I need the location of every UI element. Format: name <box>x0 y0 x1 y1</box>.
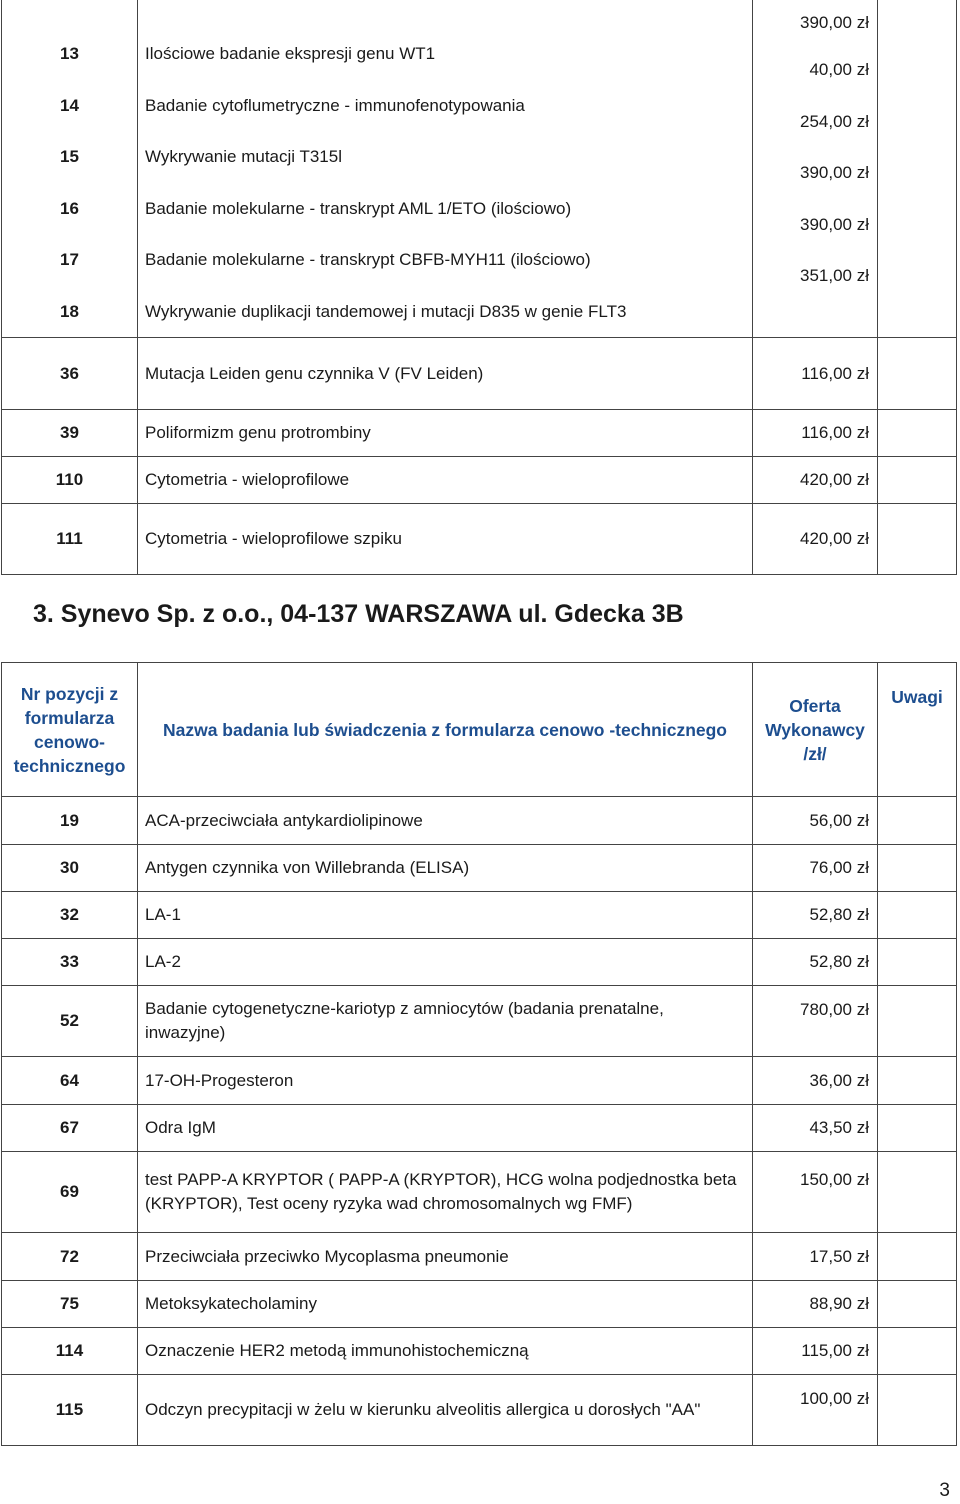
test-name: LA-1 <box>138 892 753 939</box>
price-value: 150,00 zł <box>753 1152 878 1233</box>
test-name: Cytometria - wieloprofilowe <box>138 457 753 504</box>
price-value: 52,80 zł <box>753 939 878 986</box>
price-cell-group <box>753 0 878 338</box>
position-number: 111 <box>2 504 138 575</box>
price-value: 420,00 zł <box>753 504 878 575</box>
header-offer: Oferta Wykonawcy /zł/ <box>753 663 878 797</box>
notes-cell <box>878 845 957 892</box>
table-row <box>2 986 957 1057</box>
page-number: 3 <box>939 1480 950 1501</box>
notes-cell <box>878 939 957 986</box>
position-number: 16 <box>60 198 79 218</box>
notes-cell <box>878 1105 957 1152</box>
table-row <box>2 1152 957 1233</box>
position-number: 14 <box>60 95 79 115</box>
notes-cell <box>878 892 957 939</box>
notes-cell <box>878 1281 957 1328</box>
table-row <box>2 1328 957 1375</box>
price-value: 100,00 zł <box>753 1375 878 1446</box>
position-number: 30 <box>2 845 138 892</box>
header-notes: Uwagi <box>878 663 957 797</box>
position-cell-group <box>2 0 138 338</box>
table-row <box>2 845 957 892</box>
table-row <box>2 892 957 939</box>
price-value: 56,00 zł <box>753 797 878 845</box>
test-name: Cytometria - wieloprofilowe szpiku <box>138 504 753 575</box>
table-row <box>2 797 957 845</box>
test-name: Wykrywanie mutacji T315l <box>145 147 342 166</box>
table-row <box>2 939 957 986</box>
test-name: LA-2 <box>138 939 753 986</box>
price-value: 76,00 zł <box>753 845 878 892</box>
test-name: Oznaczenie HER2 metodą immunohistochemiczną <box>138 1328 753 1375</box>
test-name: Odra IgM <box>138 1105 753 1152</box>
table-row <box>2 504 957 575</box>
test-name: Mutacja Leiden genu czynnika V (FV Leiden) <box>138 338 753 410</box>
table-row <box>2 1105 957 1152</box>
price-value: 780,00 zł <box>753 986 878 1057</box>
table-row <box>2 457 957 504</box>
position-number: 33 <box>2 939 138 986</box>
notes-cell <box>878 1233 957 1281</box>
notes-cell <box>878 457 957 504</box>
position-number: 52 <box>2 986 138 1057</box>
table-row <box>2 1233 957 1281</box>
notes-cell <box>878 1057 957 1105</box>
test-name: Badanie molekularne - transkrypt AML 1/ETO (ilościowo) <box>145 198 572 218</box>
position-number: 114 <box>2 1328 138 1375</box>
position-number: 39 <box>2 410 138 457</box>
position-number: 115 <box>2 1375 138 1446</box>
position-number: 18 <box>60 301 79 321</box>
test-name: Wykrywanie duplikacji tandemowej i mutacji D835 w genie FLT3 <box>145 301 627 321</box>
test-name: Badanie cytoflumetryczne - immunofenotypowania <box>145 95 525 115</box>
position-number: 32 <box>2 892 138 939</box>
position-number: 13 <box>60 44 79 63</box>
notes-cell <box>878 338 957 410</box>
section-heading: 3. Synevo Sp. z o.o., 04-137 WARSZAWA ul. Gdecka 3B <box>33 600 684 628</box>
notes-cell <box>878 1152 957 1233</box>
notes-cell <box>878 0 957 338</box>
price-value: 254,00 zł <box>800 111 869 131</box>
price-table-2 <box>1 662 957 1446</box>
test-name: Ilościowe badanie ekspresji genu WT1 <box>145 44 436 63</box>
price-value: 390,00 zł <box>800 13 869 32</box>
test-name: Odczyn precypitacji w żelu w kierunku alveolitis allergica u dorosłych "AA" <box>138 1375 753 1446</box>
test-name: 17-OH-Progesteron <box>138 1057 753 1105</box>
table-row <box>2 1375 957 1446</box>
notes-cell <box>878 504 957 575</box>
test-name: Metoksykatecholaminy <box>138 1281 753 1328</box>
test-name: Badanie molekularne - transkrypt CBFB-MYH11 (ilościowo) <box>145 250 591 269</box>
price-value: 351,00 zł <box>800 266 869 285</box>
test-name: Przeciwciała przeciwko Mycoplasma pneumonie <box>138 1233 753 1281</box>
table-row <box>2 1281 957 1328</box>
price-value: 40,00 zł <box>809 60 869 79</box>
position-number: 75 <box>2 1281 138 1328</box>
price-value: 115,00 zł <box>753 1328 878 1375</box>
position-number: 69 <box>2 1152 138 1233</box>
header-test-name: Nazwa badania lub świadczenia z formularza cenowo -technicznego <box>138 663 753 797</box>
test-name: Poliformizm genu protrombiny <box>138 410 753 457</box>
position-number: 67 <box>2 1105 138 1152</box>
price-value: 43,50 zł <box>753 1105 878 1152</box>
position-number: 110 <box>2 457 138 504</box>
price-value: 390,00 zł <box>800 214 869 234</box>
price-table-1 <box>1 0 957 575</box>
position-number: 17 <box>60 250 79 269</box>
price-value: 52,80 zł <box>753 892 878 939</box>
notes-cell <box>878 1375 957 1446</box>
test-name: test PAPP-A KRYPTOR ( PAPP-A (KRYPTOR), HCG wolna podjednostka beta (KRYPTOR), Test oceny ryzyka wad chromosomalnych wg FMF) <box>138 1152 753 1233</box>
position-number: 36 <box>2 338 138 410</box>
test-name: Antygen czynnika von Willebranda (ELISA) <box>138 845 753 892</box>
price-value: 17,50 zł <box>753 1233 878 1281</box>
position-number: 72 <box>2 1233 138 1281</box>
position-number: 64 <box>2 1057 138 1105</box>
notes-cell <box>878 1328 957 1375</box>
test-name-cell-group <box>138 0 753 338</box>
price-value: 116,00 zł <box>753 338 878 410</box>
notes-cell <box>878 797 957 845</box>
position-number: 19 <box>2 797 138 845</box>
test-name: Badanie cytogenetyczne-kariotyp z amniocytów (badania prenatalne, inwazyjne) <box>138 986 753 1057</box>
table-header-row <box>2 663 957 797</box>
price-value: 88,90 zł <box>753 1281 878 1328</box>
notes-cell <box>878 410 957 457</box>
header-position: Nr pozycji z formularza cenowo-technicznego <box>2 663 138 797</box>
table-row <box>2 0 957 338</box>
table-row <box>2 410 957 457</box>
table-row <box>2 338 957 410</box>
notes-cell <box>878 986 957 1057</box>
price-value: 390,00 zł <box>800 163 869 182</box>
price-value: 36,00 zł <box>753 1057 878 1105</box>
table-row <box>2 1057 957 1105</box>
price-value: 420,00 zł <box>753 457 878 504</box>
position-number: 15 <box>60 147 79 166</box>
price-value: 116,00 zł <box>753 410 878 457</box>
test-name: ACA-przeciwciała antykardiolipinowe <box>138 797 753 845</box>
